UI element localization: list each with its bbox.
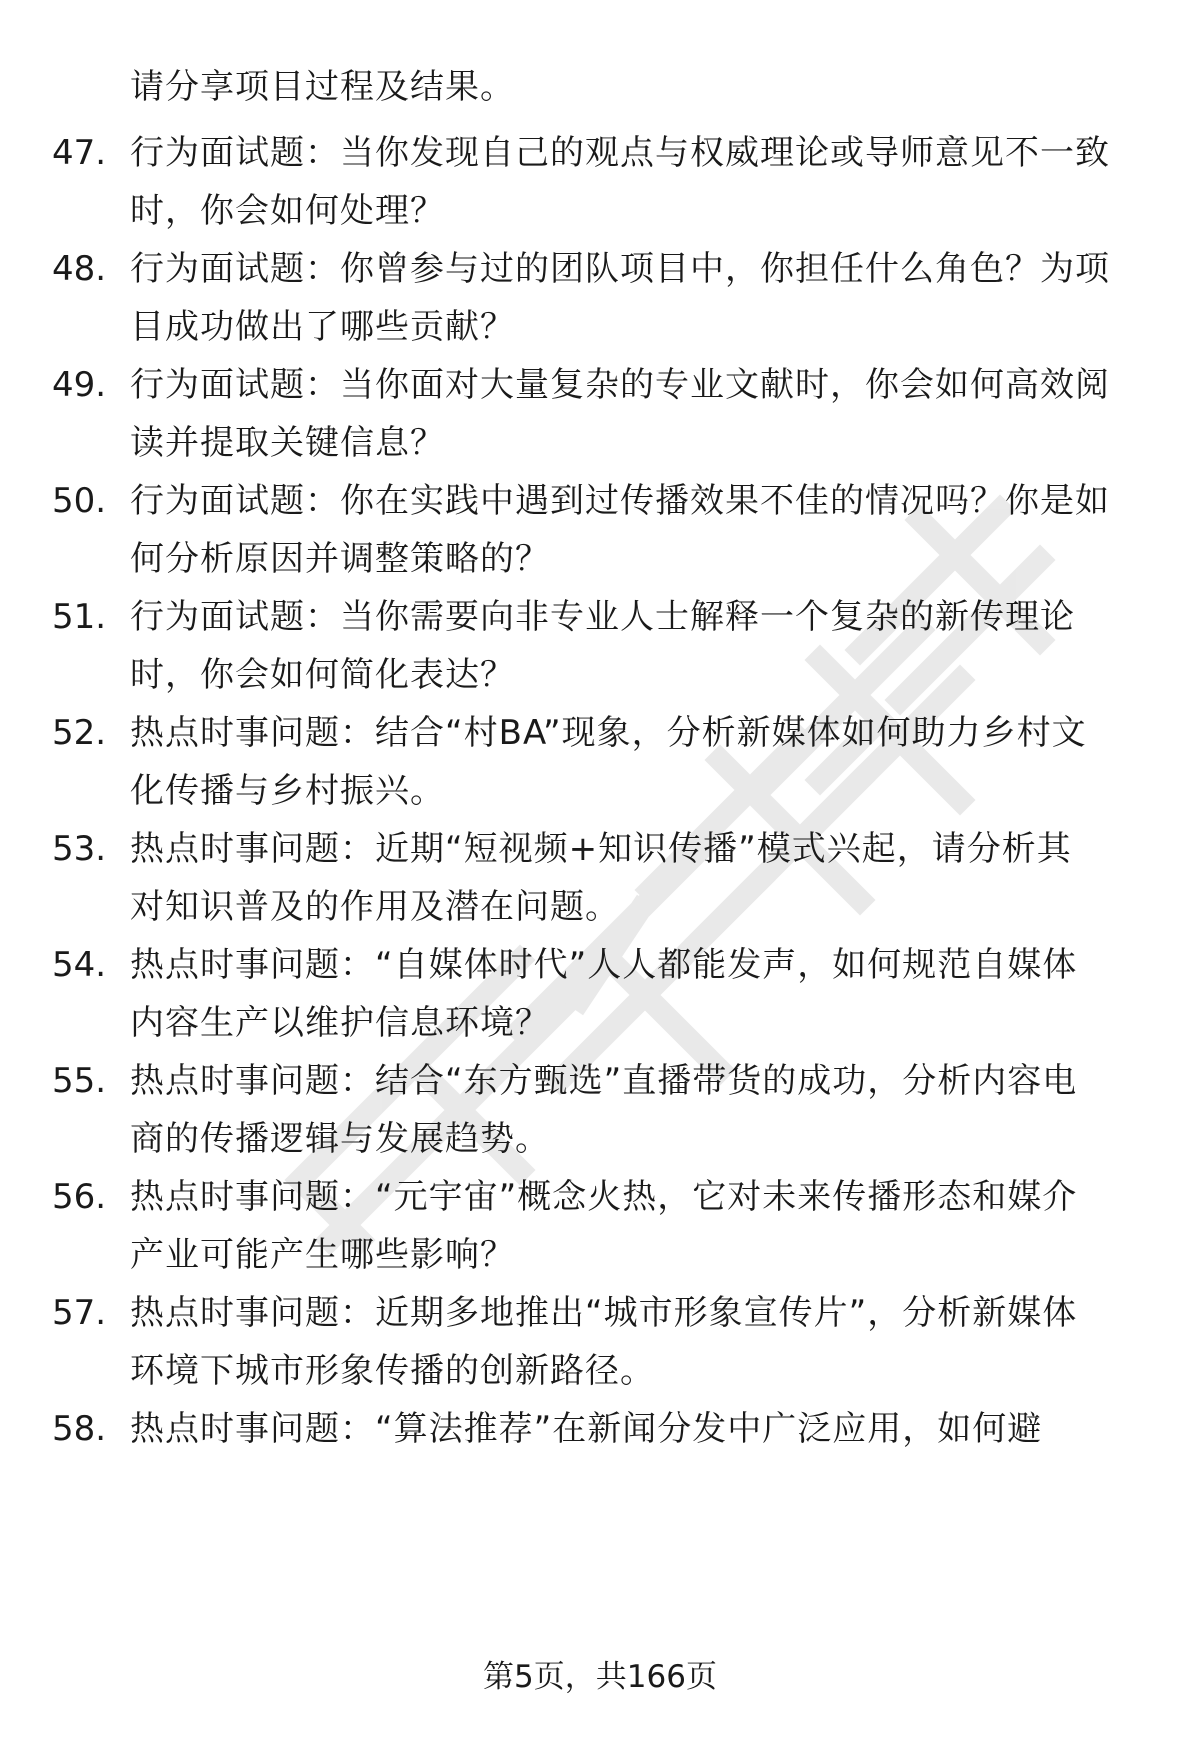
question-number: 58. <box>52 1409 107 1449</box>
question-number: 51. <box>52 597 107 637</box>
question-line: 目成功做出了哪些贡献？ <box>130 307 515 347</box>
question-line: 热点时事问题：“自媒体时代”人人都能发声，如何规范自媒体 <box>130 945 1078 985</box>
question-number: 48. <box>52 249 107 289</box>
question-line: 时，你会如何简化表达？ <box>130 655 515 695</box>
question-text <box>130 1168 1140 1284</box>
question-line: 环境下城市形象传播的创新路径。 <box>130 1351 655 1391</box>
question-number: 54. <box>52 945 107 985</box>
question-item-55 <box>0 1052 1200 1168</box>
question-item-57 <box>0 1284 1200 1400</box>
question-text <box>130 936 1140 1052</box>
question-line: 何分析原因并调整策略的？ <box>130 539 550 579</box>
question-item-56 <box>0 1168 1200 1284</box>
question-text <box>130 588 1140 704</box>
question-text <box>130 472 1140 588</box>
question-item-53 <box>0 820 1200 936</box>
continued-question-line: 请分享项目过程及结果。 <box>130 67 515 107</box>
question-number: 57. <box>52 1293 107 1333</box>
question-text <box>130 1284 1140 1400</box>
page-number-footer: 第5页，共166页 <box>483 1659 717 1695</box>
question-number: 47. <box>52 133 107 173</box>
question-text <box>130 1400 1140 1458</box>
question-line: 内容生产以维护信息环境？ <box>130 1003 550 1043</box>
question-text <box>130 356 1140 472</box>
question-item-54 <box>0 936 1200 1052</box>
question-item-50 <box>0 472 1200 588</box>
question-item-51 <box>0 588 1200 704</box>
question-line: 行为面试题：当你需要向非专业人士解释一个复杂的新传理论 <box>130 597 1075 637</box>
question-text <box>130 1052 1140 1168</box>
question-number: 55. <box>52 1061 107 1101</box>
question-item-52 <box>0 704 1200 820</box>
question-line: 热点时事问题：结合“村BA”现象，分析新媒体如何助力乡村文 <box>130 713 1087 753</box>
question-text <box>130 704 1140 820</box>
question-text <box>130 820 1140 936</box>
question-line: 热点时事问题：近期多地推出“城市形象宣传片”，分析新媒体 <box>130 1293 1078 1333</box>
question-line: 化传播与乡村振兴。 <box>130 771 445 811</box>
question-line: 行为面试题：当你面对大量复杂的专业文献时，你会如何高效阅 <box>130 365 1110 405</box>
question-line: 热点时事问题：“元宇宙”概念火热，它对未来传播形态和媒介 <box>130 1177 1078 1217</box>
question-line: 热点时事问题：近期“短视频+知识传播”模式兴起，请分析其 <box>130 829 1072 869</box>
question-item-58 <box>0 1400 1200 1516</box>
question-line: 商的传播逻辑与发展趋势。 <box>130 1119 550 1159</box>
question-number: 52. <box>52 713 107 753</box>
question-line: 热点时事问题：“算法推荐”在新闻分发中广泛应用，如何避 <box>130 1409 1043 1449</box>
question-text <box>130 124 1140 240</box>
question-line: 时，你会如何处理？ <box>130 191 445 231</box>
question-line: 行为面试题：你在实践中遇到过传播效果不佳的情况吗？你是如 <box>130 481 1110 521</box>
question-item-48 <box>0 240 1200 356</box>
question-item-49 <box>0 356 1200 472</box>
question-number: 49. <box>52 365 107 405</box>
question-number: 50. <box>52 481 107 521</box>
question-text <box>130 240 1140 356</box>
question-line: 对知识普及的作用及潜在问题。 <box>130 887 620 927</box>
question-line: 行为面试题：当你发现自己的观点与权威理论或导师意见不一致 <box>130 133 1110 173</box>
question-number: 53. <box>52 829 107 869</box>
question-line: 热点时事问题：结合“东方甄选”直播带货的成功，分析内容电 <box>130 1061 1078 1101</box>
question-item-47 <box>0 124 1200 240</box>
question-line: 行为面试题：你曾参与过的团队项目中，你担任什么角色？为项 <box>130 249 1110 289</box>
question-number: 56. <box>52 1177 107 1217</box>
question-line: 产业可能产生哪些影响？ <box>130 1235 515 1275</box>
question-line: 读并提取关键信息？ <box>130 423 445 463</box>
